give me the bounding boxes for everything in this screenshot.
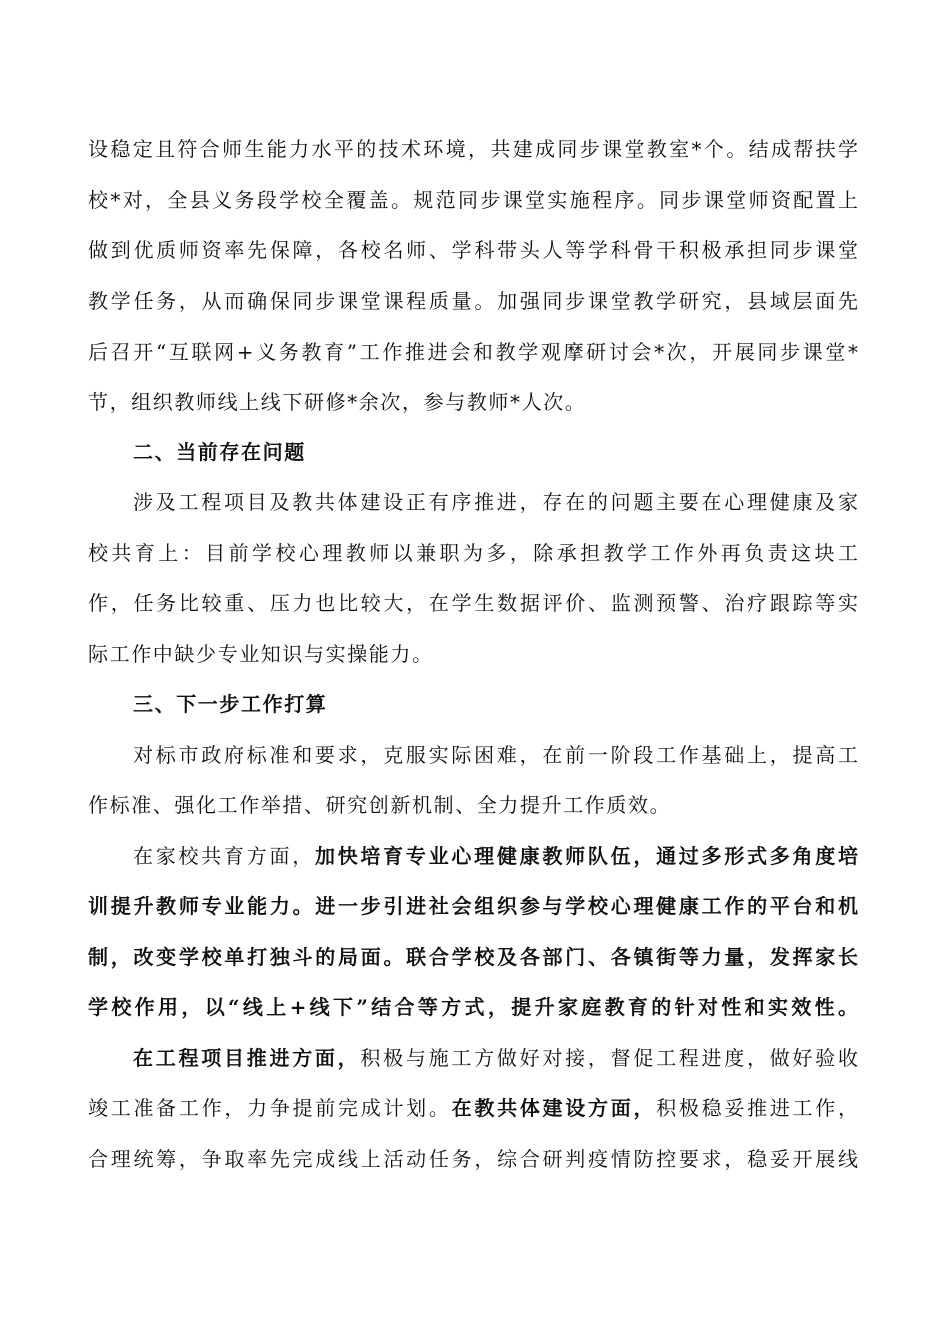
section-2-line-2: 校共育上：目前学校心理教师以兼职为多，除承担教学工作外再负责这块工 [88, 541, 858, 565]
section-2-line-3: 作，任务比较重、压力也比较大，在学生数据评价、监测预警、治疗跟踪等实 [88, 591, 858, 615]
paragraph-1-line-4: 教学任务，从而确保同步课堂课程质量。加强同步课堂教学研究，县域层面先 [88, 289, 858, 313]
home-school-line-1 [133, 841, 858, 871]
project-line-3: 合理统筹，争取率先完成线上活动任务，综合研判疫情防控要求，稳妥开展线 [88, 1147, 858, 1171]
project-line-2-text: 竣工准备工作，力争提前完成计划。 [88, 1096, 452, 1120]
paragraph-1-line-2: 校*对，全县义务段学校全覆盖。规范同步课堂实施程序。同步课堂师资配置上 [88, 188, 858, 212]
paragraph-1-line-6: 节，组织教师线上线下研修*余次，参与教师*人次。 [88, 390, 587, 414]
paragraph-1-line-1: 设稳定且符合师生能力水平的技术环境，共建成同步课堂教室*个。结成帮扶学 [88, 137, 858, 161]
home-school-line-3: 制，改变学校单打独斗的局面。联合学校及各部门、各镇街等力量，发挥家长 [88, 945, 858, 969]
section-2-heading: 二、当前存在问题 [133, 440, 306, 464]
project-line-2-bold: 在教共体建设方面， [451, 1096, 657, 1120]
home-school-lead-bold: 加快培育专业心理健康教师队伍，通过多形式多角度培 [314, 844, 859, 868]
home-school-line-4: 学校作用，以“线上+线下”结合等方式，提升家庭教育的针对性和实效性。 [88, 995, 858, 1019]
section-3-intro-line-1: 对标市政府标准和要求，克服实际困难，在前一阶段工作基础上，提高工 [133, 743, 858, 767]
section-2-line-1: 涉及工程项目及教共体建设正有序推进，存在的问题主要在心理健康及家 [133, 490, 858, 514]
home-school-lead: 在家校共育方面， [133, 844, 315, 868]
project-line-2-tail: 积极稳妥推进工作， [656, 1096, 859, 1120]
home-school-line-2: 训提升教师专业能力。进一步引进社会组织参与学校心理健康工作的平台和机 [88, 894, 858, 918]
project-lead-text: 积极与施工方做好对接，督促工程进度，做好验收 [360, 1046, 859, 1070]
paragraph-1-line-5: 后召开“互联网+义务教育”工作推进会和教学观摩研讨会*次，开展同步课堂* [88, 340, 858, 364]
paragraph-1-line-3: 做到优质师资率先保障，各校名师、学科带头人等学科骨干积极承担同步课堂 [88, 238, 858, 262]
section-2-line-4: 际工作中缺少专业知识与实操能力。 [88, 642, 434, 666]
project-line-2 [88, 1093, 858, 1123]
project-lead-bold: 在工程项目推进方面， [133, 1046, 361, 1070]
section-3-heading: 三、下一步工作打算 [133, 692, 328, 716]
section-3-intro-line-2: 作标准、强化工作举措、研究创新机制、全力提升工作质效。 [88, 793, 672, 817]
project-line-1 [133, 1043, 858, 1073]
